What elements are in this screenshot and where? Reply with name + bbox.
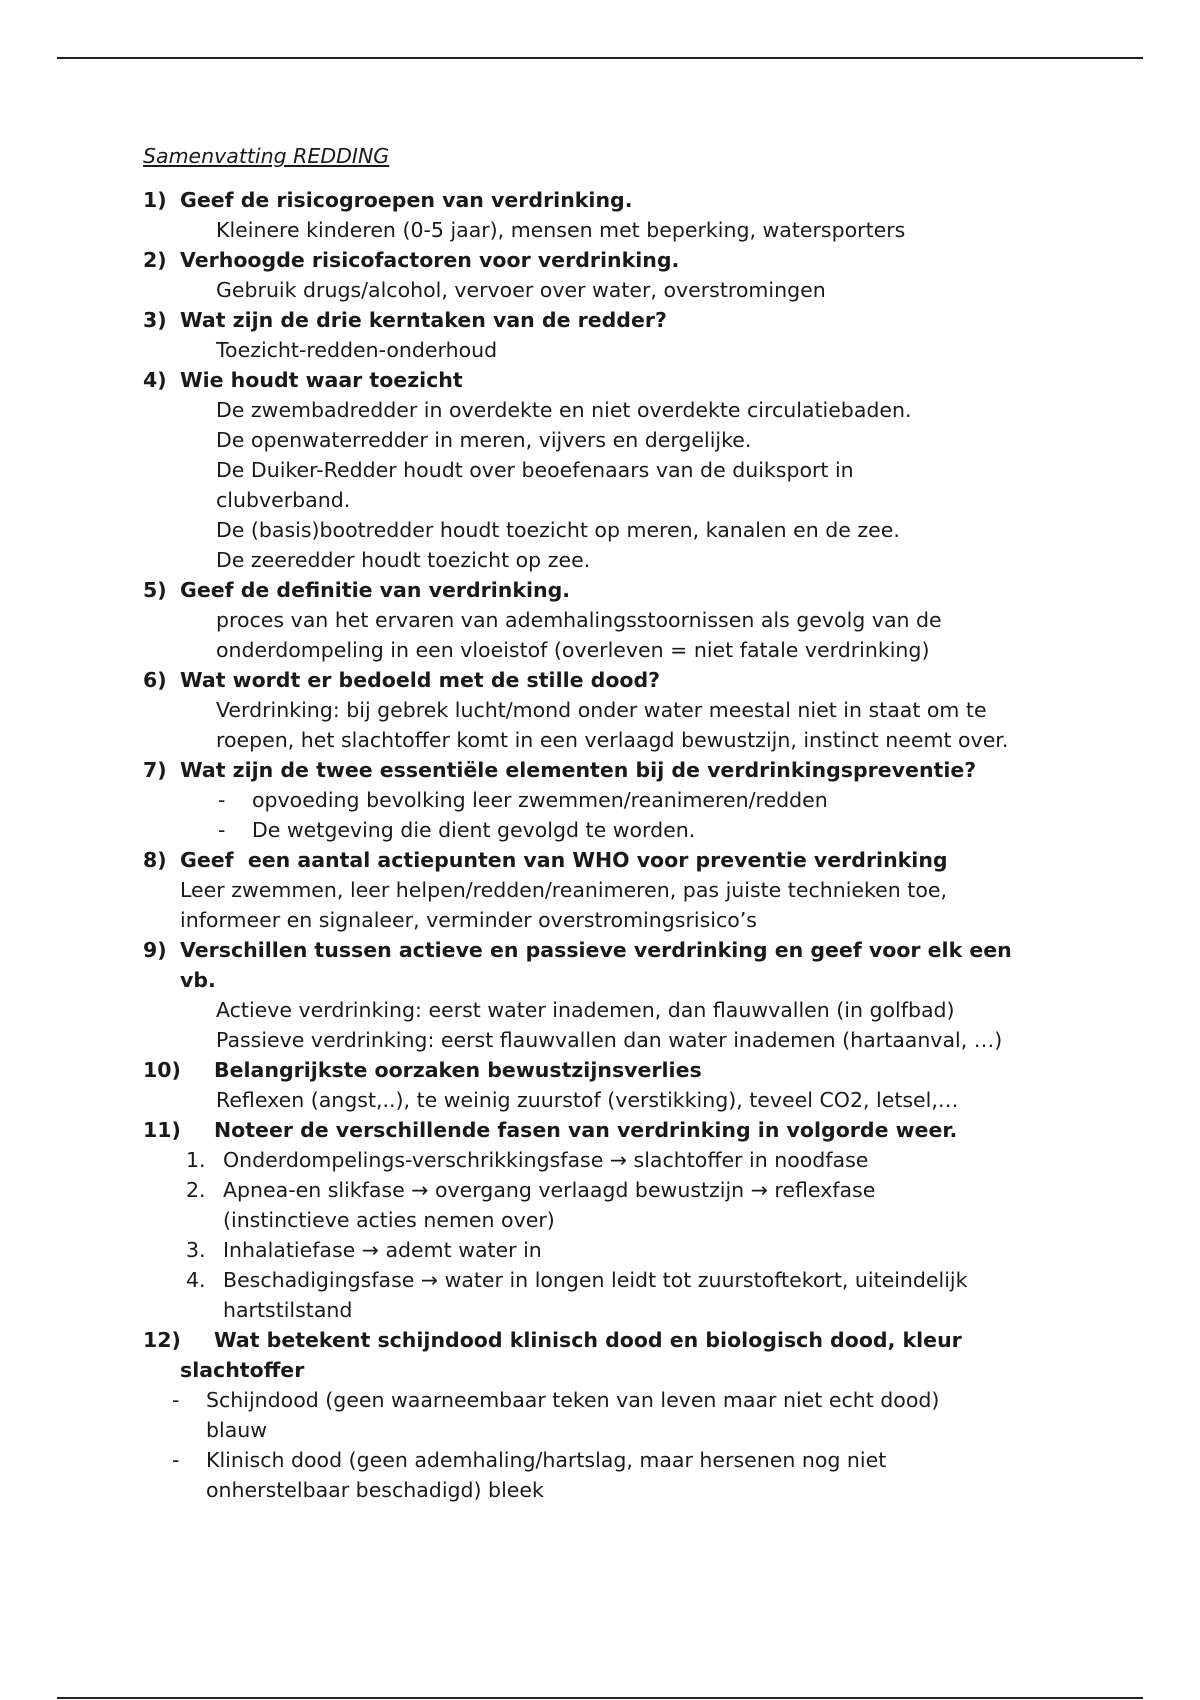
question-text: Noteer de verschillende fasen van verdrinking in volgorde weer. <box>214 1118 958 1142</box>
list-item <box>186 1235 1073 1265</box>
question-text: Verschillen tussen actieve en passieve verdrinking en geef voor elk een vb. <box>180 938 1012 992</box>
question-number: 12) <box>143 1328 181 1352</box>
question-number: 4) <box>143 368 167 392</box>
question-10 <box>143 1055 1073 1085</box>
question-number: 8) <box>143 848 167 872</box>
question-text: Wie houdt waar toezicht <box>180 368 463 392</box>
question-number: 2) <box>143 248 167 272</box>
question-text: Wat zijn de twee essentiële elementen bij de verdrinkingspreventie? <box>180 758 977 782</box>
question-text: Geef de definitie van verdrinking. <box>180 578 571 602</box>
list-item-text: opvoeding bevolking leer zwemmen/reanimeren/redden <box>252 788 828 812</box>
dash-bullet: - <box>218 818 226 842</box>
list-item-text: De wetgeving die dient gevolgd te worden. <box>252 818 696 842</box>
answer-9 <box>143 995 1073 1055</box>
question-6 <box>143 665 1073 695</box>
question-text: Geef de risicogroepen van verdrinking. <box>180 188 633 212</box>
list-item-text: Schijndood (geen waarneembaar teken van leven maar niet echt dood) blauw <box>206 1388 940 1442</box>
answer-line: De zeeredder houdt toezicht op zee. <box>216 548 591 572</box>
list-number: 4. <box>186 1268 206 1292</box>
answer-text: Kleinere kinderen (0-5 jaar), mensen met beperking, watersporters <box>216 218 906 242</box>
dash-bullet: - <box>218 788 226 812</box>
question-2 <box>143 245 1073 275</box>
answer-10 <box>143 1085 1073 1115</box>
question-number: 11) <box>143 1118 181 1142</box>
footer-rule <box>57 1697 1143 1699</box>
question-text: Wat wordt er bedoeld met de stille dood? <box>180 668 661 692</box>
question-text-line-1: Wat betekent schijndood klinisch dood en biologisch dood, kleur <box>214 1328 962 1352</box>
list-number: 2. <box>186 1178 206 1202</box>
question-4 <box>143 365 1073 395</box>
answer-12-list <box>143 1385 1073 1505</box>
list-item <box>216 815 1073 845</box>
list-item <box>186 1145 1073 1175</box>
list-item <box>170 1445 966 1505</box>
question-5 <box>143 575 1073 605</box>
answer-11-list <box>143 1145 1073 1325</box>
answer-text: Leer zwemmen, leer helpen/redden/reanimeren, pas juiste technieken toe, informeer en signaleer, verminder overstromingsrisico’s <box>180 878 947 932</box>
question-number: 5) <box>143 578 167 602</box>
question-number: 1) <box>143 188 167 212</box>
answer-line: Passieve verdrinking: eerst flauwvallen dan water inademen (hartaanval, …) <box>216 1028 1003 1052</box>
list-item-text: Inhalatiefase → ademt water in <box>223 1238 542 1262</box>
question-number: 6) <box>143 668 167 692</box>
question-number: 10) <box>143 1058 181 1082</box>
list-item <box>186 1175 923 1235</box>
answer-text: Verdrinking: bij gebrek lucht/mond onder water meestal niet in staat om te roepen, het slachtoffer komt in een verlaagd bewustzijn, instinct neemt over. <box>216 698 1009 752</box>
answer-text: Reflexen (angst,..), te weinig zuurstof (verstikking), teveel CO2, letsel,… <box>216 1088 959 1112</box>
header-rule <box>57 57 1143 59</box>
question-number: 9) <box>143 938 167 962</box>
answer-text: Toezicht-redden-onderhoud <box>216 338 498 362</box>
list-item-text: Beschadigingsfase → water in longen leidt tot zuurstoftekort, uiteindelijk hartstilstand <box>223 1268 968 1322</box>
answer-text: proces van het ervaren van ademhalingsstoornissen als gevolg van de onderdompeling in een vloeistof (overleven = niet fatale verdrinking) <box>216 608 942 662</box>
list-item <box>186 1265 1063 1325</box>
answer-line: Actieve verdrinking: eerst water inademen, dan flauwvallen (in golfbad) <box>216 998 955 1022</box>
document-body <box>143 141 1073 1505</box>
question-text: Verhoogde risicofactoren voor verdrinking. <box>180 248 680 272</box>
list-number: 3. <box>186 1238 206 1262</box>
list-item <box>216 785 1073 815</box>
question-text-line-2: slachtoffer <box>180 1358 305 1382</box>
question-number: 7) <box>143 758 167 782</box>
question-9 <box>143 935 1073 995</box>
answer-line: De Duiker-Redder houdt over beoefenaars van de duiksport in clubverband. <box>216 458 854 512</box>
question-text: Wat zijn de drie kerntaken van de redder? <box>180 308 667 332</box>
dash-bullet: - <box>172 1388 180 1412</box>
document-title: Samenvatting REDDING <box>143 144 390 168</box>
question-1 <box>143 185 1073 215</box>
list-item-text: Apnea-en slikfase → overgang verlaagd bewustzijn → reflexfase (instinctieve acties nemen over) <box>223 1178 876 1232</box>
answer-2 <box>143 275 1073 305</box>
answer-6 <box>143 695 1073 755</box>
question-3 <box>143 305 1073 335</box>
question-text: Geef een aantal actiepunten van WHO voor preventie verdrinking <box>180 848 948 872</box>
question-11 <box>143 1115 1073 1145</box>
question-number: 3) <box>143 308 167 332</box>
list-number: 1. <box>186 1148 206 1172</box>
list-item <box>170 1385 1006 1445</box>
answer-line: De zwembadredder in overdekte en niet overdekte circulatiebaden. <box>216 398 912 422</box>
answer-4 <box>143 395 1073 575</box>
answer-3 <box>143 335 1073 365</box>
answer-7-list <box>143 785 1073 845</box>
question-text: Belangrijkste oorzaken bewustzijnsverlies <box>214 1058 702 1082</box>
list-item-text: Klinisch dood (geen ademhaling/hartslag, maar hersenen nog niet onherstelbaar beschadigd) bleek <box>206 1448 887 1502</box>
answer-line: De openwaterredder in meren, vijvers en dergelijke. <box>216 428 752 452</box>
answer-5 <box>143 605 1073 665</box>
answer-1 <box>143 215 1073 245</box>
answer-8 <box>143 875 1073 935</box>
dash-bullet: - <box>172 1448 180 1472</box>
answer-text: Gebruik drugs/alcohol, vervoer over water, overstromingen <box>216 278 826 302</box>
question-12 <box>143 1325 1073 1385</box>
answer-line: De (basis)bootredder houdt toezicht op meren, kanalen en de zee. <box>216 518 900 542</box>
list-item-text: Onderdompelings-verschrikkingsfase → slachtoffer in noodfase <box>223 1148 869 1172</box>
question-8 <box>143 845 1073 875</box>
question-7 <box>143 755 1073 785</box>
